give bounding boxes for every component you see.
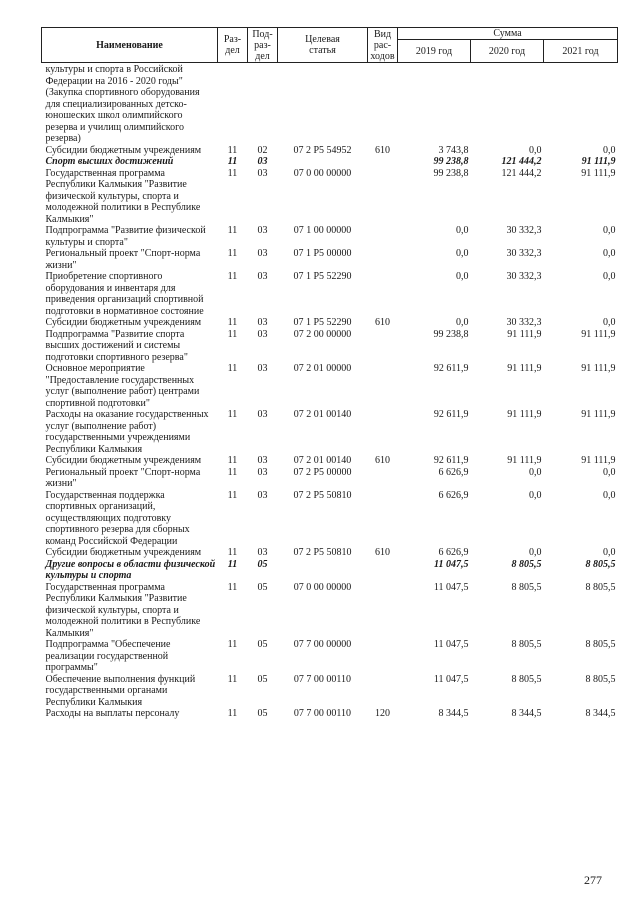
row-name: Субсидии бюджетным учреждениям — [45, 547, 202, 558]
table-row — [42, 145, 618, 157]
row-name: Расходы на оказание государственных услуг (выполнение работ) государственными учреждениями Республики Калмыкия — [45, 409, 209, 455]
row-sum-2020: 8 805,5 — [511, 581, 542, 593]
row-sum-2021: 91 111,9 — [581, 156, 616, 167]
table-row — [42, 168, 618, 226]
header-year-2020: 2020 год — [471, 40, 544, 63]
row-sum-2021: 0,0 — [603, 489, 616, 501]
row-vid-rashodov — [368, 168, 398, 226]
row-sum-2020: 121 444,2 — [501, 156, 542, 167]
row-vid-rashodov: 610 — [375, 144, 390, 156]
row-sum-2019: 99 238,8 — [433, 156, 469, 167]
row-name: Государственная программа Республики Калмыкия "Развитие физической культуры, спорта и молодежной политики в Республике Калмыкия" — [45, 167, 201, 225]
row-vid-rashodov — [368, 63, 398, 145]
row-name: Субсидии бюджетным учреждениям — [45, 144, 202, 156]
row-name: Основное мероприятие "Предоставление государственных услуг (выполнение работ) центрами спортивной подготовки" — [45, 363, 200, 409]
row-sum-2021: 0,0 — [603, 466, 616, 478]
row-vid-rashodov — [368, 225, 398, 248]
row-celevaya-statya: 07 2 00 00000 — [293, 328, 352, 340]
row-razdel: 11 — [227, 673, 238, 685]
row-razdel: 11 — [227, 409, 238, 420]
table-row — [42, 490, 618, 548]
row-podrazdel: 03 — [257, 317, 268, 328]
row-celevaya-statya: 07 2 P5 00000 — [293, 466, 352, 478]
row-sum-2021: 8 344,5 — [585, 708, 616, 719]
row-razdel: 11 — [227, 317, 238, 328]
row-sum-2019: 0,0 — [456, 248, 469, 259]
row-razdel: 11 — [227, 581, 238, 593]
row-sum-2019: 8 344,5 — [438, 708, 469, 719]
table-row — [42, 271, 618, 317]
header-vid: Вид рас- ходов — [368, 28, 398, 63]
row-vid-rashodov: 610 — [375, 317, 390, 328]
row-razdel: 11 — [227, 558, 238, 570]
row-vid-rashodov — [368, 409, 398, 455]
row-celevaya-statya: 07 7 00 00000 — [293, 639, 352, 650]
row-celevaya-statya: 07 7 00 00110 — [293, 673, 352, 685]
row-sum-2019: 6 626,9 — [438, 547, 469, 558]
row-sum-2019: 92 611,9 — [433, 455, 469, 466]
row-razdel: 11 — [227, 455, 238, 466]
row-podrazdel: 03 — [257, 547, 268, 558]
table-row — [42, 248, 618, 271]
header-name: Наименование — [42, 28, 218, 63]
row-sum-2019: 99 238,8 — [433, 328, 469, 340]
header-razdel: Раз- дел — [218, 28, 248, 63]
row-razdel: 11 — [227, 144, 238, 156]
row-sum-2021: 91 111,9 — [581, 363, 616, 374]
row-sum-2020: 30 332,3 — [506, 271, 542, 282]
budget-table — [41, 27, 618, 720]
row-vid-rashodov — [368, 156, 398, 168]
row-sum-2021: 0,0 — [603, 547, 616, 558]
row-sum-2020: 91 111,9 — [507, 363, 542, 374]
row-name: Региональный проект "Спорт-норма жизни" — [45, 466, 201, 489]
table-row — [42, 467, 618, 490]
header-year-2021: 2021 год — [544, 40, 618, 63]
row-podrazdel: 05 — [257, 708, 268, 719]
row-celevaya-statya: 07 2 01 00000 — [293, 363, 352, 374]
row-sum-2020: 0,0 — [529, 466, 542, 478]
row-celevaya-statya: 07 1 P5 52290 — [293, 271, 352, 282]
row-podrazdel: 03 — [257, 156, 268, 167]
row-podrazdel: 02 — [257, 144, 268, 156]
row-podrazdel: 05 — [257, 581, 268, 593]
row-sum-2019: 6 626,9 — [438, 466, 469, 478]
row-sum-2020: 91 111,9 — [507, 409, 542, 420]
row-sum-2021: 0,0 — [603, 225, 616, 236]
page-number: 277 — [584, 873, 602, 887]
row-razdel: 11 — [227, 248, 238, 259]
table-row — [42, 409, 618, 455]
row-sum-2021: 0,0 — [603, 144, 616, 156]
row-vid-rashodov — [368, 639, 398, 674]
row-name: Спорт высших достижений — [45, 156, 174, 167]
row-celevaya-statya — [278, 156, 368, 168]
row-podrazdel: 05 — [257, 673, 268, 685]
table-row — [42, 639, 618, 674]
row-sum-2020: 8 805,5 — [511, 639, 542, 650]
row-sum-2020: 0,0 — [529, 144, 542, 156]
row-name: Расходы на выплаты персоналу — [45, 708, 180, 719]
row-sum-2020: 8 805,5 — [511, 673, 542, 685]
row-celevaya-statya — [278, 559, 368, 582]
row-sum-2021: 91 111,9 — [581, 167, 616, 179]
row-name: Государственная поддержка спортивных организаций, осуществляющих подготовку спортивного резерва для сборных команд Российской Федерации — [45, 489, 190, 547]
table-row — [42, 455, 618, 467]
row-vid-rashodov — [368, 329, 398, 364]
row-celevaya-statya: 07 1 P5 00000 — [293, 248, 352, 259]
row-sum-2020: 0,0 — [529, 547, 542, 558]
table-row — [42, 225, 618, 248]
row-celevaya-statya: 07 1 P5 52290 — [293, 317, 352, 328]
row-sum-2019: 0,0 — [456, 317, 469, 328]
row-sum-2021: 8 805,5 — [585, 639, 616, 650]
row-sum-2021: 91 111,9 — [581, 328, 616, 340]
row-celevaya-statya: 07 2 P5 50810 — [293, 547, 352, 558]
row-sum-2020: 8 344,5 — [511, 708, 542, 719]
table-row — [42, 63, 618, 145]
table-row — [42, 582, 618, 640]
row-razdel: 11 — [227, 489, 238, 501]
row-sum-2021: 91 111,9 — [581, 409, 616, 420]
row-celevaya-statya: 07 2 01 00140 — [293, 409, 352, 420]
row-sum-2020: 8 805,5 — [511, 558, 542, 570]
row-razdel: 11 — [227, 547, 238, 558]
row-sum-2019: 3 743,8 — [438, 144, 469, 156]
row-sum-2020: 0,0 — [529, 489, 542, 501]
row-vid-rashodov — [368, 582, 398, 640]
row-podrazdel: 03 — [257, 466, 268, 478]
row-podrazdel: 03 — [257, 489, 268, 501]
row-sum-2021 — [544, 63, 618, 145]
row-sum-2021: 8 805,5 — [585, 558, 616, 570]
row-podrazdel: 03 — [257, 328, 268, 340]
row-sum-2020: 30 332,3 — [506, 317, 542, 328]
row-razdel: 11 — [227, 466, 238, 478]
row-vid-rashodov — [368, 363, 398, 409]
row-celevaya-statya: 07 2 01 00140 — [293, 455, 352, 466]
row-razdel: 11 — [227, 363, 238, 374]
row-name: Подпрограмма "Развитие спорта высших достижений и системы подготовки спортивного резерва" — [45, 328, 188, 363]
table-row — [42, 559, 618, 582]
row-sum-2019: 11 047,5 — [434, 558, 469, 570]
row-name: Субсидии бюджетным учреждениям — [45, 455, 202, 466]
header-summa: Сумма — [398, 28, 618, 40]
row-name: Государственная программа Республики Калмыкия "Развитие физической культуры, спорта и молодежной политики в Республике Калмыкия" — [45, 581, 201, 639]
row-razdel: 11 — [227, 271, 238, 282]
row-podrazdel: 03 — [257, 455, 268, 466]
row-podrazdel: 03 — [257, 225, 268, 236]
row-vid-rashodov — [368, 559, 398, 582]
table-row — [42, 156, 618, 168]
row-podrazdel — [248, 63, 278, 145]
row-sum-2021: 0,0 — [603, 248, 616, 259]
row-podrazdel: 03 — [257, 363, 268, 374]
row-vid-rashodov — [368, 248, 398, 271]
row-razdel: 11 — [227, 225, 238, 236]
table-row — [42, 363, 618, 409]
row-sum-2019: 11 047,5 — [433, 639, 469, 650]
row-vid-rashodov: 610 — [375, 547, 390, 558]
row-name: Обеспечение выполнения функций государственными органами Республики Калмыкия — [45, 673, 196, 708]
row-celevaya-statya: 07 7 00 00110 — [293, 708, 352, 719]
row-name: Региональный проект "Спорт-норма жизни" — [45, 248, 201, 271]
row-name: Подпрограмма "Обеспечение реализации государственной программы" — [45, 639, 171, 673]
row-sum-2019: 6 626,9 — [438, 489, 469, 501]
table-row — [42, 708, 618, 720]
row-name: Субсидии бюджетным учреждениям — [45, 317, 202, 328]
header-podrazdel: Под- раз- дел — [248, 28, 278, 63]
row-vid-rashodov: 120 — [375, 708, 390, 719]
row-sum-2019: 11 047,5 — [433, 581, 469, 593]
row-name: Подпрограмма "Развитие физической культуры и спорта" — [45, 225, 206, 248]
row-sum-2021: 0,0 — [603, 317, 616, 328]
row-vid-rashodov — [368, 490, 398, 548]
table-row — [42, 317, 618, 329]
table-row — [42, 674, 618, 709]
row-sum-2019: 11 047,5 — [433, 673, 469, 685]
row-podrazdel: 05 — [257, 558, 268, 570]
row-razdel — [218, 63, 248, 145]
row-celevaya-statya — [278, 63, 368, 145]
row-razdel: 11 — [227, 328, 238, 340]
row-celevaya-statya: 07 1 00 00000 — [293, 225, 352, 236]
row-vid-rashodov: 610 — [375, 455, 390, 466]
row-razdel: 11 — [227, 639, 238, 650]
header-celevaya: Целевая статья — [278, 28, 368, 63]
row-sum-2021: 8 805,5 — [585, 581, 616, 593]
row-razdel: 11 — [227, 167, 238, 179]
row-celevaya-statya: 07 0 00 00000 — [293, 581, 352, 593]
row-vid-rashodov — [368, 467, 398, 490]
row-name: культуры и спорта в Российской Федерации на 2016 - 2020 годы" (Закупка спортивного оборудования для специализированных детско-юношеских школ олимпийского резерва и училищ олимпийского резерва) — [45, 64, 200, 144]
header-year-2019: 2019 год — [398, 40, 471, 63]
row-sum-2019: 0,0 — [456, 225, 469, 236]
table-row — [42, 547, 618, 559]
table-row — [42, 329, 618, 364]
row-sum-2020: 91 111,9 — [507, 455, 542, 466]
row-razdel: 11 — [227, 156, 238, 167]
row-razdel: 11 — [227, 708, 238, 719]
row-sum-2021: 8 805,5 — [585, 673, 616, 685]
row-podrazdel: 05 — [257, 639, 268, 650]
row-podrazdel: 03 — [257, 167, 268, 179]
row-vid-rashodov — [368, 271, 398, 317]
table-header — [42, 28, 618, 63]
row-sum-2020: 91 111,9 — [507, 328, 542, 340]
row-sum-2019 — [398, 63, 471, 145]
row-celevaya-statya: 07 2 P5 54952 — [293, 144, 352, 156]
row-celevaya-statya: 07 0 00 00000 — [293, 167, 352, 179]
row-sum-2019: 99 238,8 — [433, 167, 469, 179]
row-celevaya-statya: 07 2 P5 50810 — [293, 489, 352, 501]
row-sum-2021: 91 111,9 — [581, 455, 616, 466]
row-sum-2020 — [471, 63, 544, 145]
row-sum-2021: 0,0 — [603, 271, 616, 282]
row-vid-rashodov — [368, 674, 398, 709]
row-podrazdel: 03 — [257, 409, 268, 420]
table-body — [42, 63, 618, 720]
row-sum-2020: 30 332,3 — [506, 248, 542, 259]
row-podrazdel: 03 — [257, 271, 268, 282]
row-sum-2019: 92 611,9 — [433, 363, 469, 374]
row-sum-2019: 0,0 — [456, 271, 469, 282]
row-sum-2019: 92 611,9 — [433, 409, 469, 420]
row-sum-2020: 30 332,3 — [506, 225, 542, 236]
row-podrazdel: 03 — [257, 248, 268, 259]
row-name: Приобретение спортивного оборудования и инвентаря для приведения организаций спортивной подготовки в нормативное состояние — [45, 271, 204, 317]
row-name: Другие вопросы в области физической культуры и спорта — [45, 558, 216, 581]
row-sum-2020: 121 444,2 — [501, 167, 542, 179]
